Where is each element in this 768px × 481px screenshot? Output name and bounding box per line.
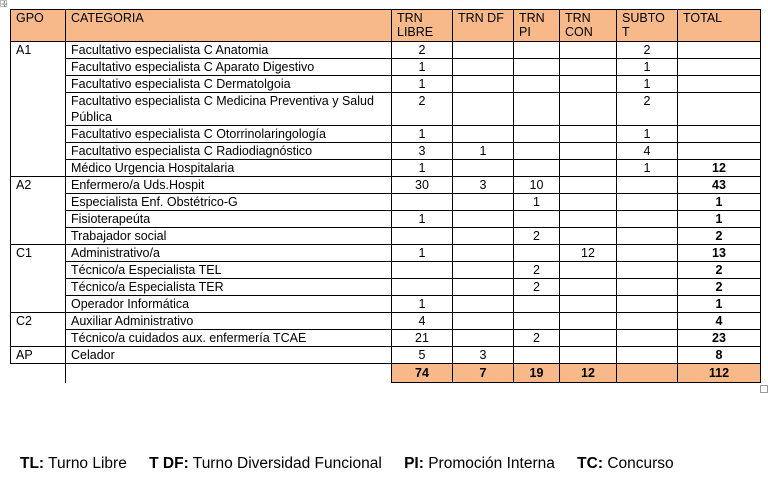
trn-df-cell <box>453 59 514 76</box>
header-total: TOTAL <box>678 10 761 42</box>
trn-pi-cell <box>514 245 560 262</box>
trn-libre-cell <box>392 279 453 296</box>
trn-pi-cell: 10 <box>514 177 560 194</box>
gpo-cell <box>11 76 66 93</box>
header-row <box>11 10 761 42</box>
gpo-cell <box>11 228 66 245</box>
trn-df-cell <box>453 76 514 93</box>
trn-pi-cell <box>514 76 560 93</box>
categoria-cell: Enfermero/a Uds.Hospit <box>66 177 392 194</box>
gpo-cell <box>11 194 66 211</box>
trn-df-cell: 3 <box>453 177 514 194</box>
total-cell <box>678 42 761 59</box>
categoria-cell: Fisioterapeúta <box>66 211 392 228</box>
legend-text: Turno Libre <box>48 455 127 472</box>
legend-text: Promoción Interna <box>428 455 555 472</box>
header-categoria: CATEGORIA <box>66 10 392 42</box>
trn-con-cell <box>560 59 617 76</box>
header-subtot: SUBTO T <box>617 10 678 42</box>
subtot-cell <box>617 228 678 245</box>
subtot-cell: 2 <box>617 42 678 59</box>
table-row <box>11 228 761 245</box>
trn-pi-cell <box>514 160 560 177</box>
trn-pi-cell: 1 <box>514 194 560 211</box>
trn-con-cell <box>560 279 617 296</box>
total-cell <box>678 59 761 76</box>
total-cell <box>678 126 761 143</box>
trn-pi-cell <box>514 93 560 126</box>
legend-item <box>149 455 382 472</box>
header-trn-pi: TRN PI <box>514 10 560 42</box>
table-row <box>11 93 761 126</box>
table-row <box>11 262 761 279</box>
table-row <box>11 279 761 296</box>
trn-libre-cell <box>392 194 453 211</box>
trn-con-cell <box>560 262 617 279</box>
table-anchor-icon[interactable]: ✛ <box>1 0 8 9</box>
subtot-cell: 4 <box>617 143 678 160</box>
trn-libre-cell: 4 <box>392 313 453 330</box>
trn-df-cell <box>453 313 514 330</box>
table-row <box>11 211 761 228</box>
trn-con-cell <box>560 194 617 211</box>
trn-con-cell: 12 <box>560 245 617 262</box>
subtot-cell <box>617 262 678 279</box>
trn-df-cell <box>453 330 514 347</box>
trn-libre-cell: 2 <box>392 93 453 126</box>
categoria-cell: Especialista Enf. Obstétrico-G <box>66 194 392 211</box>
total-pi: 19 <box>514 364 560 383</box>
gpo-cell <box>11 211 66 228</box>
trn-con-cell <box>560 228 617 245</box>
trn-libre-cell <box>392 262 453 279</box>
total-cell <box>678 93 761 126</box>
total-cell: 23 <box>678 330 761 347</box>
trn-libre-cell: 1 <box>392 211 453 228</box>
total-cell: 1 <box>678 296 761 313</box>
gpo-cell <box>11 262 66 279</box>
trn-libre-cell: 1 <box>392 59 453 76</box>
total-cell: 43 <box>678 177 761 194</box>
trn-df-cell <box>453 228 514 245</box>
legend-abbr: PI: <box>404 455 424 472</box>
trn-df-cell <box>453 296 514 313</box>
trn-con-cell <box>560 76 617 93</box>
categoria-cell: Operador Informática <box>66 296 392 313</box>
legend-abbr: T DF: <box>149 455 189 472</box>
trn-con-cell <box>560 313 617 330</box>
trn-pi-cell: 2 <box>514 330 560 347</box>
categoria-cell: Facultativo especialista C Otorrinolaringología <box>66 126 392 143</box>
subtot-cell <box>617 245 678 262</box>
table-row <box>11 313 761 330</box>
categoria-cell: Técnico/a Especialista TEL <box>66 262 392 279</box>
table-row <box>11 245 761 262</box>
total-cell: 8 <box>678 347 761 364</box>
gpo-cell <box>11 330 66 347</box>
subtot-cell: 1 <box>617 59 678 76</box>
trn-libre-cell: 1 <box>392 76 453 93</box>
table-row <box>11 42 761 59</box>
trn-df-cell: 1 <box>453 143 514 160</box>
legend-abbr: TC: <box>577 455 603 472</box>
table-row <box>11 126 761 143</box>
trn-df-cell <box>453 262 514 279</box>
subtot-cell <box>617 279 678 296</box>
gpo-cell <box>11 143 66 160</box>
total-cell: 12 <box>678 160 761 177</box>
totals-blank <box>66 364 392 383</box>
trn-pi-cell <box>514 211 560 228</box>
trn-pi-cell <box>514 59 560 76</box>
trn-libre-cell: 1 <box>392 126 453 143</box>
total-df: 7 <box>453 364 514 383</box>
trn-con-cell <box>560 177 617 194</box>
trn-df-cell <box>453 160 514 177</box>
categoria-cell: Médico Urgencia Hospitalaria <box>66 160 392 177</box>
trn-pi-cell <box>514 296 560 313</box>
trn-con-cell <box>560 143 617 160</box>
table-row <box>11 330 761 347</box>
total-cell: 2 <box>678 262 761 279</box>
trn-con-cell <box>560 347 617 364</box>
trn-df-cell <box>453 245 514 262</box>
trn-con-cell <box>560 211 617 228</box>
trn-pi-cell <box>514 347 560 364</box>
total-cell: 13 <box>678 245 761 262</box>
gpo-cell <box>11 93 66 126</box>
gpo-cell: A1 <box>11 42 66 59</box>
trn-libre-cell: 1 <box>392 245 453 262</box>
trn-df-cell <box>453 194 514 211</box>
table-row <box>11 194 761 211</box>
trn-libre-cell: 5 <box>392 347 453 364</box>
trn-df-cell <box>453 279 514 296</box>
categoria-cell: Facultativo especialista C Radiodiagnóstico <box>66 143 392 160</box>
trn-df-cell <box>453 126 514 143</box>
subtot-cell: 1 <box>617 160 678 177</box>
subtot-cell: 1 <box>617 76 678 93</box>
total-subtot <box>617 364 678 383</box>
categoria-cell: Auxiliar Administrativo <box>66 313 392 330</box>
subtot-cell <box>617 177 678 194</box>
total-con: 12 <box>560 364 617 383</box>
gpo-cell <box>11 279 66 296</box>
categoria-cell: Celador <box>66 347 392 364</box>
trn-df-cell <box>453 93 514 126</box>
total-cell: 1 <box>678 194 761 211</box>
gpo-cell <box>11 126 66 143</box>
trn-pi-cell <box>514 126 560 143</box>
categoria-cell: Trabajador social <box>66 228 392 245</box>
totals-blank <box>11 364 66 383</box>
total-cell: 1 <box>678 211 761 228</box>
table-row <box>11 296 761 313</box>
categoria-cell: Facultativo especialista C Aparato Digestivo <box>66 59 392 76</box>
trn-con-cell <box>560 126 617 143</box>
subtot-cell: 2 <box>617 93 678 126</box>
trn-pi-cell <box>514 313 560 330</box>
gpo-cell <box>11 59 66 76</box>
trn-df-cell <box>453 42 514 59</box>
categoria-cell: Administrativo/a <box>66 245 392 262</box>
categoria-cell: Técnico/a cuidados aux. enfermería TCAE <box>66 330 392 347</box>
trn-pi-cell <box>514 42 560 59</box>
legend <box>20 455 692 473</box>
legend-item <box>404 455 555 472</box>
legend-item <box>577 455 673 472</box>
trn-pi-cell: 2 <box>514 228 560 245</box>
subtot-cell <box>617 194 678 211</box>
table-row <box>11 76 761 93</box>
total-cell: 2 <box>678 279 761 296</box>
trn-con-cell <box>560 330 617 347</box>
header-trn-con: TRN CON <box>560 10 617 42</box>
grand-total: 112 <box>678 364 761 383</box>
trn-libre-cell: 1 <box>392 160 453 177</box>
trn-libre-cell: 2 <box>392 42 453 59</box>
subtot-cell <box>617 211 678 228</box>
categoria-cell: Facultativo especialista C Dermatolgoia <box>66 76 392 93</box>
trn-con-cell <box>560 296 617 313</box>
table-row <box>11 143 761 160</box>
trn-libre-cell: 3 <box>392 143 453 160</box>
trn-con-cell <box>560 160 617 177</box>
categoria-cell: Facultativo especialista C Medicina Preventiva y Salud Pública <box>66 93 392 126</box>
legend-item <box>20 455 127 472</box>
legend-abbr: TL: <box>20 455 45 472</box>
header-trn-libre: TRN LIBRE <box>392 10 453 42</box>
plazas-table <box>10 9 761 383</box>
subtot-cell <box>617 330 678 347</box>
trn-libre-cell: 21 <box>392 330 453 347</box>
trn-pi-cell: 2 <box>514 279 560 296</box>
trn-df-cell: 3 <box>453 347 514 364</box>
gpo-cell <box>11 296 66 313</box>
subtot-cell <box>617 296 678 313</box>
total-cell: 2 <box>678 228 761 245</box>
table-row <box>11 160 761 177</box>
trn-pi-cell: 2 <box>514 262 560 279</box>
trn-libre-cell <box>392 228 453 245</box>
table-row <box>11 59 761 76</box>
trn-libre-cell: 1 <box>392 296 453 313</box>
categoria-cell: Técnico/a Especialista TER <box>66 279 392 296</box>
header-trn-df: TRN DF <box>453 10 514 42</box>
total-cell <box>678 143 761 160</box>
subtot-cell: 1 <box>617 126 678 143</box>
legend-text: Turno Diversidad Funcional <box>192 455 382 472</box>
table-resize-handle[interactable] <box>760 385 768 393</box>
total-libre: 74 <box>392 364 453 383</box>
gpo-cell <box>11 160 66 177</box>
legend-text: Concurso <box>607 455 674 472</box>
totals-row <box>11 364 761 383</box>
table-row <box>11 177 761 194</box>
total-cell: 4 <box>678 313 761 330</box>
subtot-cell <box>617 347 678 364</box>
trn-df-cell <box>453 211 514 228</box>
gpo-cell: A2 <box>11 177 66 194</box>
categoria-cell: Facultativo especialista C Anatomia <box>66 42 392 59</box>
trn-con-cell <box>560 42 617 59</box>
trn-pi-cell <box>514 143 560 160</box>
header-gpo: GPO <box>11 10 66 42</box>
subtot-cell <box>617 313 678 330</box>
trn-libre-cell: 30 <box>392 177 453 194</box>
total-cell <box>678 76 761 93</box>
gpo-cell: C1 <box>11 245 66 262</box>
table-row <box>11 347 761 364</box>
trn-con-cell <box>560 93 617 126</box>
gpo-cell: C2 <box>11 313 66 330</box>
gpo-cell: AP <box>11 347 66 364</box>
